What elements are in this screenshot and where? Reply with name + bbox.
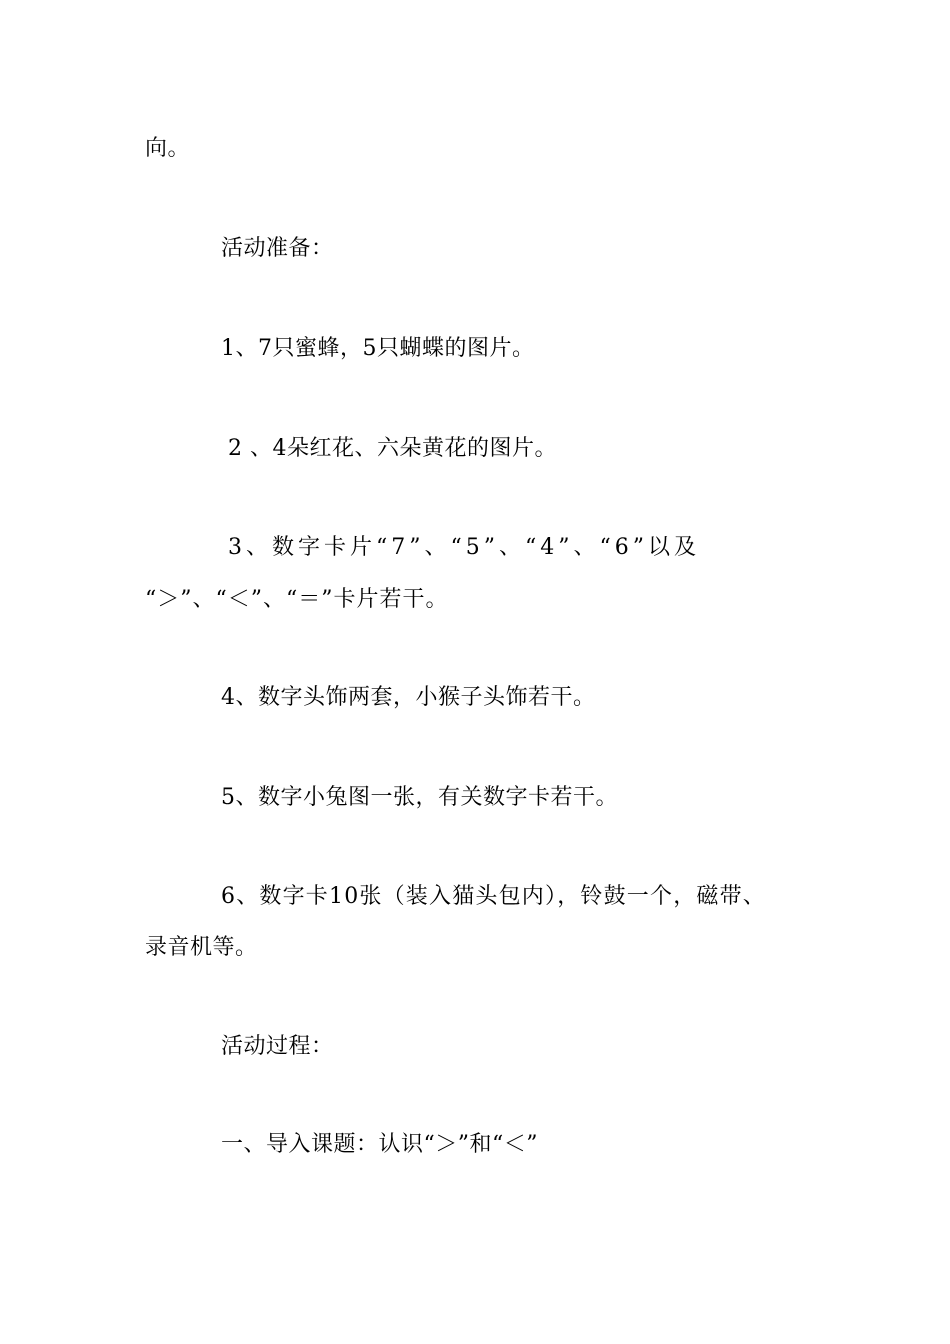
- preparation-item-6-line-2: 录音机等。: [145, 935, 258, 960]
- preparation-item-5: 5、数字小兔图一张，有关数字卡若干。: [221, 785, 618, 810]
- preparation-item-6-line-1: 6、数字卡10张（装入猫头包内），铃鼓一个，磁带、: [221, 884, 766, 909]
- section-heading-process: 活动过程：: [221, 1034, 334, 1059]
- preparation-item-2: 2 、4朵红花、六朵黄花的图片。: [228, 436, 557, 461]
- preparation-item-1: 1、7只蜜蜂，5只蝴蝶的图片。: [221, 336, 535, 361]
- process-step-1-heading: 一、导入课题：认识“＞”和“＜”: [221, 1132, 538, 1157]
- preparation-item-3-line-2: “＞”、“＜”、“＝”卡片若干。: [145, 587, 449, 612]
- paragraph-continuation: 向。: [145, 136, 191, 161]
- preparation-item-4: 4、数字头饰两套，小猴子头饰若干。: [221, 685, 596, 710]
- section-heading-preparation: 活动准备：: [221, 236, 334, 261]
- preparation-item-3-line-1: 3、数字卡片“7”、“5”、“4”、“6”以及: [228, 535, 700, 560]
